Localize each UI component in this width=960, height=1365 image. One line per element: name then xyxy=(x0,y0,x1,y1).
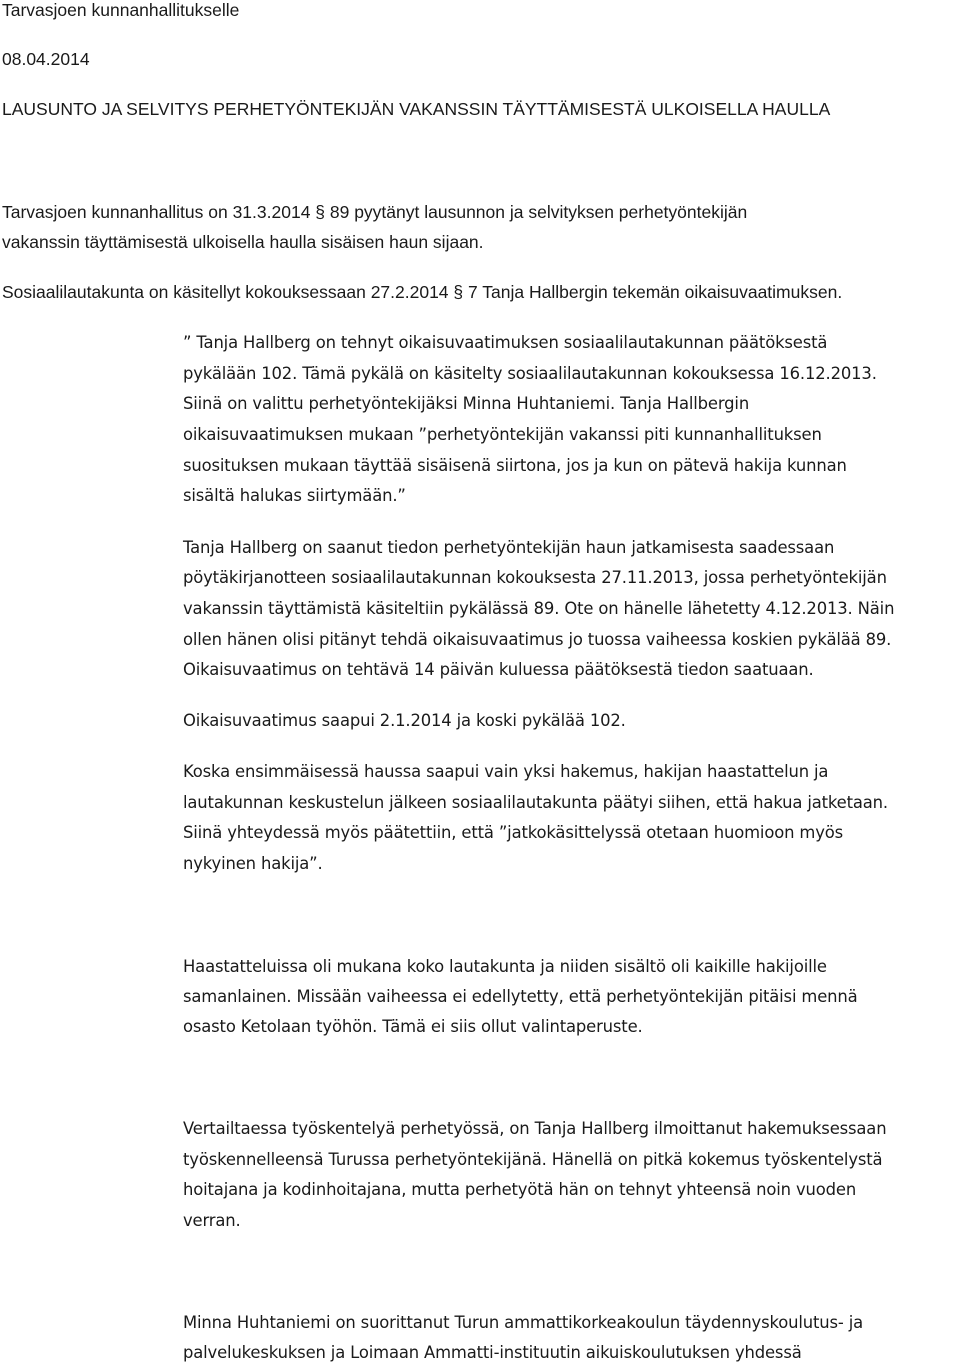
paragraph-line: verran. xyxy=(183,1211,241,1230)
intro-line: Sosiaalilautakunta on käsitellyt kokouksessaan 27.2.2014 § 7 Tanja Hallbergin tekemän oikaisuvaatimuksen. xyxy=(2,282,843,302)
quote-line: sisältä halukas siirtymään.” xyxy=(183,486,406,505)
paragraph-line: Oikaisuvaatimus on tehtävä 14 päivän kuluessa päätöksestä tiedon saatuaan. xyxy=(183,660,814,679)
paragraph-line: ollen hänen olisi pitänyt tehdä oikaisuvaatimus jo tuossa vaiheessa koskien pykälää 89. xyxy=(183,630,892,649)
paragraph-line: lautakunnan keskustelun jälkeen sosiaalilautakunta päätyi siihen, että hakua jatketaan. xyxy=(183,793,888,812)
quote-line: oikaisuvaatimuksen mukaan ”perhetyöntekijän vakanssi piti kunnanhallituksen xyxy=(183,425,822,444)
paragraph-line: samanlainen. Missään vaiheessa ei edellytetty, että perhetyöntekijän pitäisi mennä xyxy=(183,987,858,1006)
paragraph-line: nykyinen hakija”. xyxy=(183,854,323,873)
paragraph-line: Minna Huhtaniemi on suorittanut Turun ammattikorkeakoulun täydennyskoulutus- ja xyxy=(183,1313,864,1332)
quote-line: pykälään 102. Tämä pykälä on käsitelty sosiaalilautakunnan kokouksessa 16.12.2013. xyxy=(183,364,877,383)
paragraph-line: Tanja Hallberg on saanut tiedon perhetyöntekijän haun jatkamisesta saadessaan xyxy=(183,538,835,557)
document-title: LAUSUNTO JA SELVITYS PERHETYÖNTEKIJÄN VAKANSSIN TÄYTTÄMISESTÄ ULKOISELLA HAULLA xyxy=(2,99,831,119)
recipient-line: Tarvasjoen kunnanhallitukselle xyxy=(2,0,240,20)
paragraph-line: hoitajana ja kodinhoitajana, mutta perhetyötä hän on tehnyt yhteensä noin vuoden xyxy=(183,1180,857,1199)
intro-line: Tarvasjoen kunnanhallitus on 31.3.2014 § 89 pyytänyt lausunnon ja selvityksen perhetyöntekijän xyxy=(2,202,748,222)
paragraph-line: Koska ensimmäisessä haussa saapui vain yksi hakemus, hakijan haastattelun ja xyxy=(183,762,829,781)
paragraph-line: Vertailtaessa työskentelyä perhetyössä, on Tanja Hallberg ilmoittanut hakemuksessaan xyxy=(183,1119,887,1138)
paragraph-line: Oikaisuvaatimus saapui 2.1.2014 ja koski pykälää 102. xyxy=(183,711,626,730)
quote-line: suosituksen mukaan täyttää sisäisenä siirtona, jos ja kun on pätevä hakija kunnan xyxy=(183,456,847,475)
quote-line: ” Tanja Hallberg on tehnyt oikaisuvaatimuksen sosiaalilautakunnan päätöksestä xyxy=(183,333,828,352)
paragraph-line: Siinä yhteydessä myös päätettiin, että ”jatkokäsittelyssä otetaan huomioon myös xyxy=(183,823,844,842)
intro-line: vakanssin täyttämisestä ulkoisella haulla sisäisen haun sijaan. xyxy=(2,232,484,252)
paragraph-line: vakanssin täyttämistä käsiteltiin pykälässä 89. Ote on hänelle lähetetty 4.12.2013. Näin xyxy=(183,599,895,618)
paragraph-line: Haastatteluissa oli mukana koko lautakunta ja niiden sisältö oli kaikille hakijoille xyxy=(183,957,827,976)
paragraph-line: palvelukeskuksen ja Loimaan Ammatti-instituutin aikuiskoulutuksen yhdessä xyxy=(183,1343,802,1362)
paragraph-line: pöytäkirjanotteen sosiaalilautakunnan kokouksesta 27.11.2013, jossa perhetyöntekijän xyxy=(183,568,887,587)
paragraph-line: osasto Ketolaan työhön. Tämä ei siis ollut valintaperuste. xyxy=(183,1017,643,1036)
quote-line: Siinä on valittu perhetyöntekijäksi Minna Huhtaniemi. Tanja Hallbergin xyxy=(183,394,750,413)
document-date: 08.04.2014 xyxy=(2,49,90,69)
paragraph-line: työskennelleensä Turussa perhetyöntekijänä. Hänellä on pitkä kokemus työskentelystä xyxy=(183,1150,883,1169)
